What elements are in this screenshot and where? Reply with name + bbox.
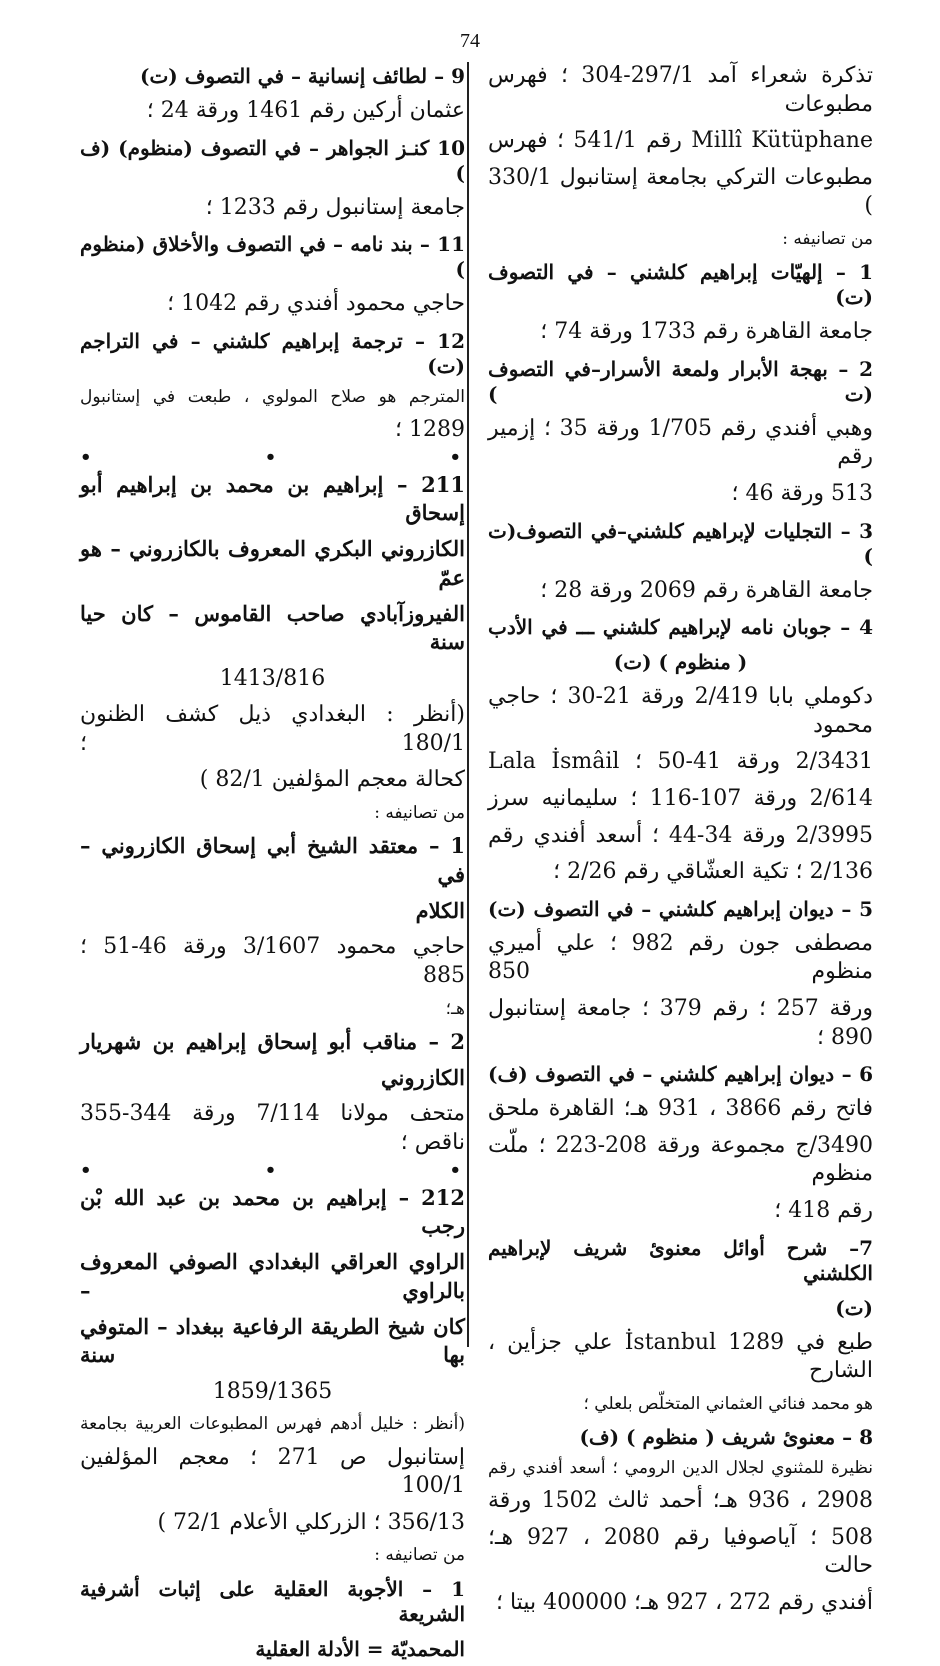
text-line: مطبوعات التركي بجامعة إستانبول 330/1 ) <box>488 164 873 219</box>
entry-heading-line: المحمديّة = الأدلة العقلية <box>255 1636 465 1661</box>
entry-heading-line: 212 – إبراهيم بن محمد بن عبد الله بْن رجب <box>80 1184 465 1238</box>
text-line: 2/136 ؛ تكية العشّاقي رقم 2/26 ؛ <box>553 859 873 885</box>
entry-heading-line: 12 – ترجمة إبراهيم كلشني – في التراجم (ت) <box>80 328 465 378</box>
entry-heading-line: الكازروني <box>381 1065 465 1091</box>
text-line: جامعة القاهرة رقم 2069 ورقة 28 ؛ <box>540 577 873 603</box>
entry-heading-line: الراوي العراقي البغدادي الصوفي المعروف بالراوي – <box>80 1249 465 1303</box>
entry-heading-line: كان شيخ الطريقة الرفاعية ببغداد – المتوفي بها سنة <box>80 1314 465 1368</box>
text-line: 1289 ؛ <box>395 417 465 443</box>
text-line: هو محمد فنائي العثماني المتخلّص بلعلي ؛ <box>583 1393 873 1414</box>
section-separator: • • • <box>80 446 465 468</box>
text-line: هـ؛ <box>445 998 465 1019</box>
entry-heading-line: الكلام <box>415 898 465 923</box>
text-line: من تصانيفه : <box>782 228 873 249</box>
text-line: أفندي رقم 272 ، 927 هـ؛ 400000 بيتا ؛ <box>495 1589 873 1615</box>
text-line: من تصانيفه : <box>374 803 465 824</box>
page-number: 74 <box>460 30 480 52</box>
text-line: ورقة 257 ؛ رقم 379 ؛ جامعة إستانبول 890 ؛ <box>488 995 873 1050</box>
entry-heading-line: 3 – التجليات لإبراهيم كلشني–في التصوف(ت ) <box>488 518 873 568</box>
text-line: 2/3431 ورقة 41-50 ؛ Lala İsmâil <box>488 749 874 775</box>
text-line: 356/13 ؛ الزركلي الأعلام 72/1 ) <box>157 1509 465 1535</box>
section-separator: • • • <box>80 1159 465 1181</box>
text-line: حاجي محمود 3/1607 ورقة 46-51 ؛ 885 <box>80 934 465 988</box>
entry-heading-line: 6 – ديوان إبراهيم كلشني – في التصوف (ف) <box>488 1062 873 1087</box>
text-line: دكوملي بابا 2/419 ورقة 21-30 ؛ حاجي محمود <box>488 684 873 738</box>
text-line: 2908 ، 936 هـ؛ أحمد ثالث 1502 ورقة <box>488 1488 873 1514</box>
entry-heading-line: 11 – بند نامه – في التصوف والأخلاق (منظوم ) <box>80 232 465 282</box>
text-line: 1859/1365 <box>212 1378 333 1404</box>
text-line: Millî Kütüphane رقم 541/1 ؛ فهرس <box>488 128 873 154</box>
entry-heading-line: 1 – إلهيّات إبراهيم كلشني – في التصوف (ت) <box>488 260 873 310</box>
text-line: تذكرة شعراء آمد 297/1-304 ؛ فهرس مطبوعات <box>488 63 873 117</box>
text-line: 2/614 ورقة 107-116 ؛ سليمانيه سرز <box>488 785 873 811</box>
entry-heading-line: 9 – لطائف إنسانية – في التصوف (ت) <box>140 64 465 88</box>
entry-heading-line: 8 – معنوئ شريف ( منظوم ) (ف) <box>579 1424 873 1449</box>
text-line: المترجم هو صلاح المولوي ، طبعت في إستانبول <box>80 386 465 407</box>
entry-heading-line: ( منظوم ) (ت) <box>613 650 748 675</box>
text-line: طبع في İstanbul 1289 علي جزأين ، الشارح <box>488 1329 873 1384</box>
text-line: 2/3995 ورقة 34-44 ؛ أسعد أفندي رقم <box>488 822 873 848</box>
text-line: رقم 418 ؛ <box>774 1197 873 1223</box>
text-line: جامعة إستانبول رقم 1233 ؛ <box>205 194 465 220</box>
text-line: 1413/816 <box>219 665 326 691</box>
text-line: جامعة القاهرة رقم 1733 ورقة 74 ؛ <box>540 319 873 345</box>
right-column <box>488 58 873 1622</box>
text-line: (أنظر : البغدادي ذيل كشف الظنون 180/1 ؛ <box>80 702 465 756</box>
text-line: إستانبول ص 271 ؛ معجم المؤلفين 100/1 <box>80 1444 465 1499</box>
text-line: (أنظر : خليل أدهم فهرس المطبوعات العربية بجامعة <box>80 1414 465 1435</box>
entry-heading-line: 2 – مناقب أبو إسحاق إبراهيم بن شهريار <box>80 1028 465 1054</box>
entry-heading-line: الكازروني البكري المعروف بالكازروني – هو عمّ <box>80 536 465 590</box>
entry-heading-line: الفيروزآبادي صاحب القاموس – كان حيا سنة <box>80 601 465 655</box>
entry-heading-line: 211 – إبراهيم بن محمد بن إبراهيم أبو إسحاق <box>80 471 465 525</box>
text-line: 508 ؛ آياصوفيا رقم 2080 ، 927 هـ؛ حالت <box>488 1524 873 1579</box>
left-column <box>80 58 465 1666</box>
text-line: كحالة معجم المؤلفين 82/1 ) <box>199 767 465 793</box>
entry-heading-line: 1 – معتقد الشيخ أبي إسحاق الكازروني – في <box>80 833 465 887</box>
text-line: عثمان أركين رقم 1461 ورقة 24 ؛ <box>146 98 465 123</box>
text-line: فاتح رقم 3866 ، 931 هـ؛ القاهرة ملحق <box>488 1096 873 1122</box>
entry-heading-line: 10 كنـز الجواهر – في التصوف (منظوم) (ف ) <box>80 135 465 185</box>
entry-heading-line: 5 – ديوان إبراهيم كلشني – في التصوف (ت) <box>488 896 873 921</box>
entry-heading-line: 4 – جوبان نامه لإبراهيم كلشني ـــ في الأدب <box>488 615 873 640</box>
text-line: حاجي محمود أفندي رقم 1042 ؛ <box>167 291 465 317</box>
text-line: 513 ورقة 46 ؛ <box>731 481 873 506</box>
entry-heading-line: 7– شرح أوائل معنوئ شريف لإبراهيم الكلشني <box>488 1235 873 1285</box>
text-line: مصطفى جون رقم 982 ؛ علي أميري منظوم 850 <box>488 930 873 985</box>
entry-heading-line: 2 – بهجة الأبرار ولمعة الأسرار–في التصوف (ت ) <box>488 356 873 406</box>
text-line: متحف مولانا 7/114 ورقة 344-355 ناقص ؛ <box>80 1101 466 1156</box>
text-line: نظيرة للمثنوي لجلال الدين الرومي ؛ أسعد أفندي رقم <box>488 1457 873 1478</box>
column-divider <box>467 62 469 1347</box>
entry-heading-line: 1 – الأجوبة العقلية على إثبات أشرفية الشريعة <box>80 1576 465 1626</box>
text-line: من تصانيفه : <box>374 1545 465 1566</box>
entry-heading-line: (ت) <box>835 1295 873 1320</box>
text-line: وهبي أفندي رقم 1/705 ورقة 35 ؛ إزمير رقم <box>488 415 874 470</box>
text-line: 3490/ج مجموعة ورقة 208-223 ؛ ملّت منظوم <box>488 1132 873 1187</box>
